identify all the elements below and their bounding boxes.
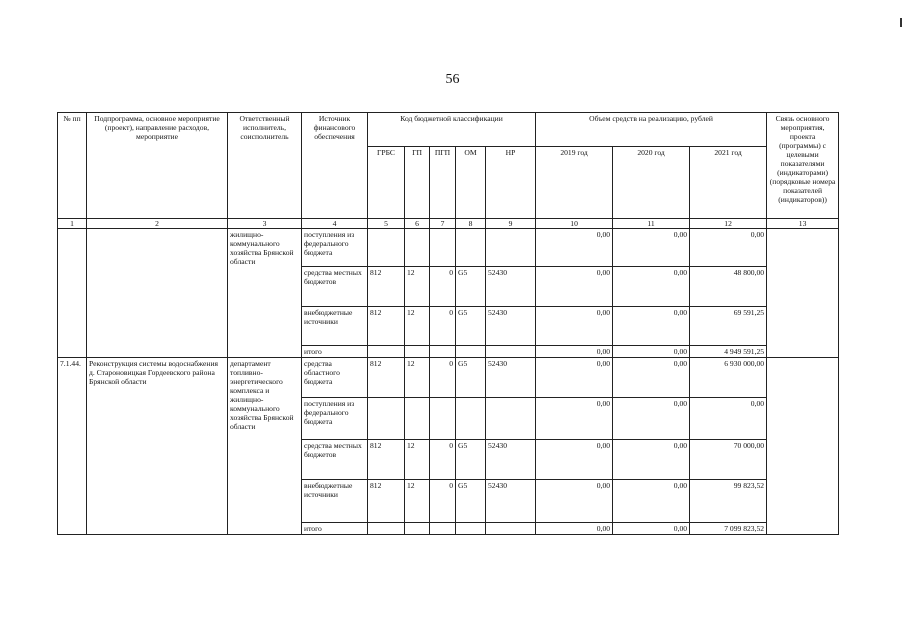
- row-nr: [486, 398, 536, 440]
- row-source: средства местных бюджетов: [302, 440, 368, 480]
- column-number: 4: [302, 219, 368, 229]
- total-empty: [368, 346, 405, 358]
- budget-table: [57, 112, 839, 535]
- column-number: 8: [456, 219, 486, 229]
- total-y2021: 7 099 823,52: [690, 523, 767, 535]
- total-empty: [430, 346, 456, 358]
- header-nr: НР: [486, 147, 536, 219]
- row-y2019: 0,00: [536, 440, 613, 480]
- column-number: 7: [430, 219, 456, 229]
- row-y2019: 0,00: [536, 358, 613, 398]
- column-number: 13: [767, 219, 839, 229]
- row-indicators: [767, 358, 839, 535]
- column-number: 3: [228, 219, 302, 229]
- header-year-2020: 2020 год: [613, 147, 690, 219]
- total-empty: [486, 346, 536, 358]
- header-row-1: [58, 113, 839, 147]
- row-y2020: 0,00: [613, 398, 690, 440]
- row-y2020: 0,00: [613, 267, 690, 307]
- row-gp: 12: [405, 307, 430, 346]
- row-y2019: 0,00: [536, 267, 613, 307]
- row-y2019: 0,00: [536, 398, 613, 440]
- row-nr: 52430: [486, 480, 536, 523]
- table-row: [58, 358, 839, 398]
- row-grbs: [368, 229, 405, 267]
- column-number: 5: [368, 219, 405, 229]
- row-grbs: 812: [368, 267, 405, 307]
- row-number: [58, 229, 87, 358]
- edge-mark: [900, 18, 902, 27]
- row-pgp: 0: [430, 307, 456, 346]
- column-number: 12: [690, 219, 767, 229]
- column-number: 11: [613, 219, 690, 229]
- row-subprogram: Реконструкция системы водоснабжения д. Староновицкая Гордеевского района Брянской области: [87, 358, 228, 535]
- row-indicators: [767, 229, 839, 358]
- row-pgp: 0: [430, 358, 456, 398]
- header-gp: ГП: [405, 147, 430, 219]
- row-y2021: 70 000,00: [690, 440, 767, 480]
- row-source: средства областного бюджета: [302, 358, 368, 398]
- header-pgp: ПГП: [430, 147, 456, 219]
- row-y2021: 99 823,52: [690, 480, 767, 523]
- row-grbs: 812: [368, 480, 405, 523]
- column-number: 10: [536, 219, 613, 229]
- row-grbs: [368, 398, 405, 440]
- row-gp: [405, 229, 430, 267]
- row-y2020: 0,00: [613, 440, 690, 480]
- row-y2019: 0,00: [536, 229, 613, 267]
- table-row: [58, 229, 839, 267]
- row-y2021: 69 591,25: [690, 307, 767, 346]
- row-source: внебюджетные источники: [302, 307, 368, 346]
- header-subprogram: Подпрограмма, основное мероприятие (проект), направление расходов, мероприятие: [87, 113, 228, 219]
- row-nr: 52430: [486, 307, 536, 346]
- total-empty: [368, 523, 405, 535]
- row-y2021: 0,00: [690, 229, 767, 267]
- header-year-2019: 2019 год: [536, 147, 613, 219]
- row-gp: 12: [405, 358, 430, 398]
- row-nr: 52430: [486, 267, 536, 307]
- row-grbs: 812: [368, 307, 405, 346]
- row-pgp: [430, 398, 456, 440]
- row-pgp: 0: [430, 267, 456, 307]
- header-volume: Объем средств на реализацию, рублей: [536, 113, 767, 147]
- total-empty: [405, 523, 430, 535]
- total-y2021: 4 949 591,25: [690, 346, 767, 358]
- row-nr: 52430: [486, 358, 536, 398]
- row-y2019: 0,00: [536, 307, 613, 346]
- column-number: 9: [486, 219, 536, 229]
- column-number: 6: [405, 219, 430, 229]
- header-indicators: Связь основного мероприятия, проекта (программы) с целевыми показателями (индикаторами) (порядковые номера показателей (индикаторов)): [767, 113, 839, 219]
- row-executor: жилищно-коммунального хозяйства Брянской области: [228, 229, 302, 358]
- header-om: ОМ: [456, 147, 486, 219]
- total-empty: [430, 523, 456, 535]
- total-y2019: 0,00: [536, 346, 613, 358]
- row-y2020: 0,00: [613, 229, 690, 267]
- row-om: G5: [456, 307, 486, 346]
- header-source: Источник финансового обеспечения: [302, 113, 368, 219]
- column-number: 2: [87, 219, 228, 229]
- total-y2020: 0,00: [613, 346, 690, 358]
- row-y2021: 6 930 000,00: [690, 358, 767, 398]
- page-number: 56: [445, 72, 460, 87]
- row-source: средства местных бюджетов: [302, 267, 368, 307]
- total-label: итого: [302, 523, 368, 535]
- total-empty: [456, 346, 486, 358]
- row-pgp: 0: [430, 440, 456, 480]
- row-source: поступления из федерального бюджета: [302, 229, 368, 267]
- total-label: итого: [302, 346, 368, 358]
- row-pgp: 0: [430, 480, 456, 523]
- row-y2020: 0,00: [613, 480, 690, 523]
- row-gp: [405, 398, 430, 440]
- row-y2019: 0,00: [536, 480, 613, 523]
- row-om: G5: [456, 480, 486, 523]
- column-numbers-row: [58, 219, 839, 229]
- row-y2020: 0,00: [613, 358, 690, 398]
- header-executor: Ответственный исполнитель, соисполнитель: [228, 113, 302, 219]
- total-empty: [456, 523, 486, 535]
- row-nr: [486, 229, 536, 267]
- row-om: [456, 229, 486, 267]
- total-y2020: 0,00: [613, 523, 690, 535]
- row-source: внебюджетные источники: [302, 480, 368, 523]
- row-om: G5: [456, 440, 486, 480]
- row-pgp: [430, 229, 456, 267]
- row-om: G5: [456, 358, 486, 398]
- row-number: 7.1.44.: [58, 358, 87, 535]
- column-number: 1: [58, 219, 87, 229]
- row-y2020: 0,00: [613, 307, 690, 346]
- row-subprogram: [87, 229, 228, 358]
- row-gp: 12: [405, 267, 430, 307]
- row-grbs: 812: [368, 358, 405, 398]
- total-empty: [405, 346, 430, 358]
- row-executor: департамент топливно-энергетического комплекса и жилищно-коммунального хозяйства Брянской области: [228, 358, 302, 535]
- row-grbs: 812: [368, 440, 405, 480]
- header-grbs: ГРБС: [368, 147, 405, 219]
- header-number: № пп: [58, 113, 87, 219]
- row-om: [456, 398, 486, 440]
- total-empty: [486, 523, 536, 535]
- row-source: поступления из федерального бюджета: [302, 398, 368, 440]
- row-y2021: 0,00: [690, 398, 767, 440]
- row-gp: 12: [405, 480, 430, 523]
- row-y2021: 48 800,00: [690, 267, 767, 307]
- row-gp: 12: [405, 440, 430, 480]
- total-y2019: 0,00: [536, 523, 613, 535]
- row-om: G5: [456, 267, 486, 307]
- header-budget-classification: Код бюджетной классификации: [368, 113, 536, 147]
- row-nr: 52430: [486, 440, 536, 480]
- header-year-2021: 2021 год: [690, 147, 767, 219]
